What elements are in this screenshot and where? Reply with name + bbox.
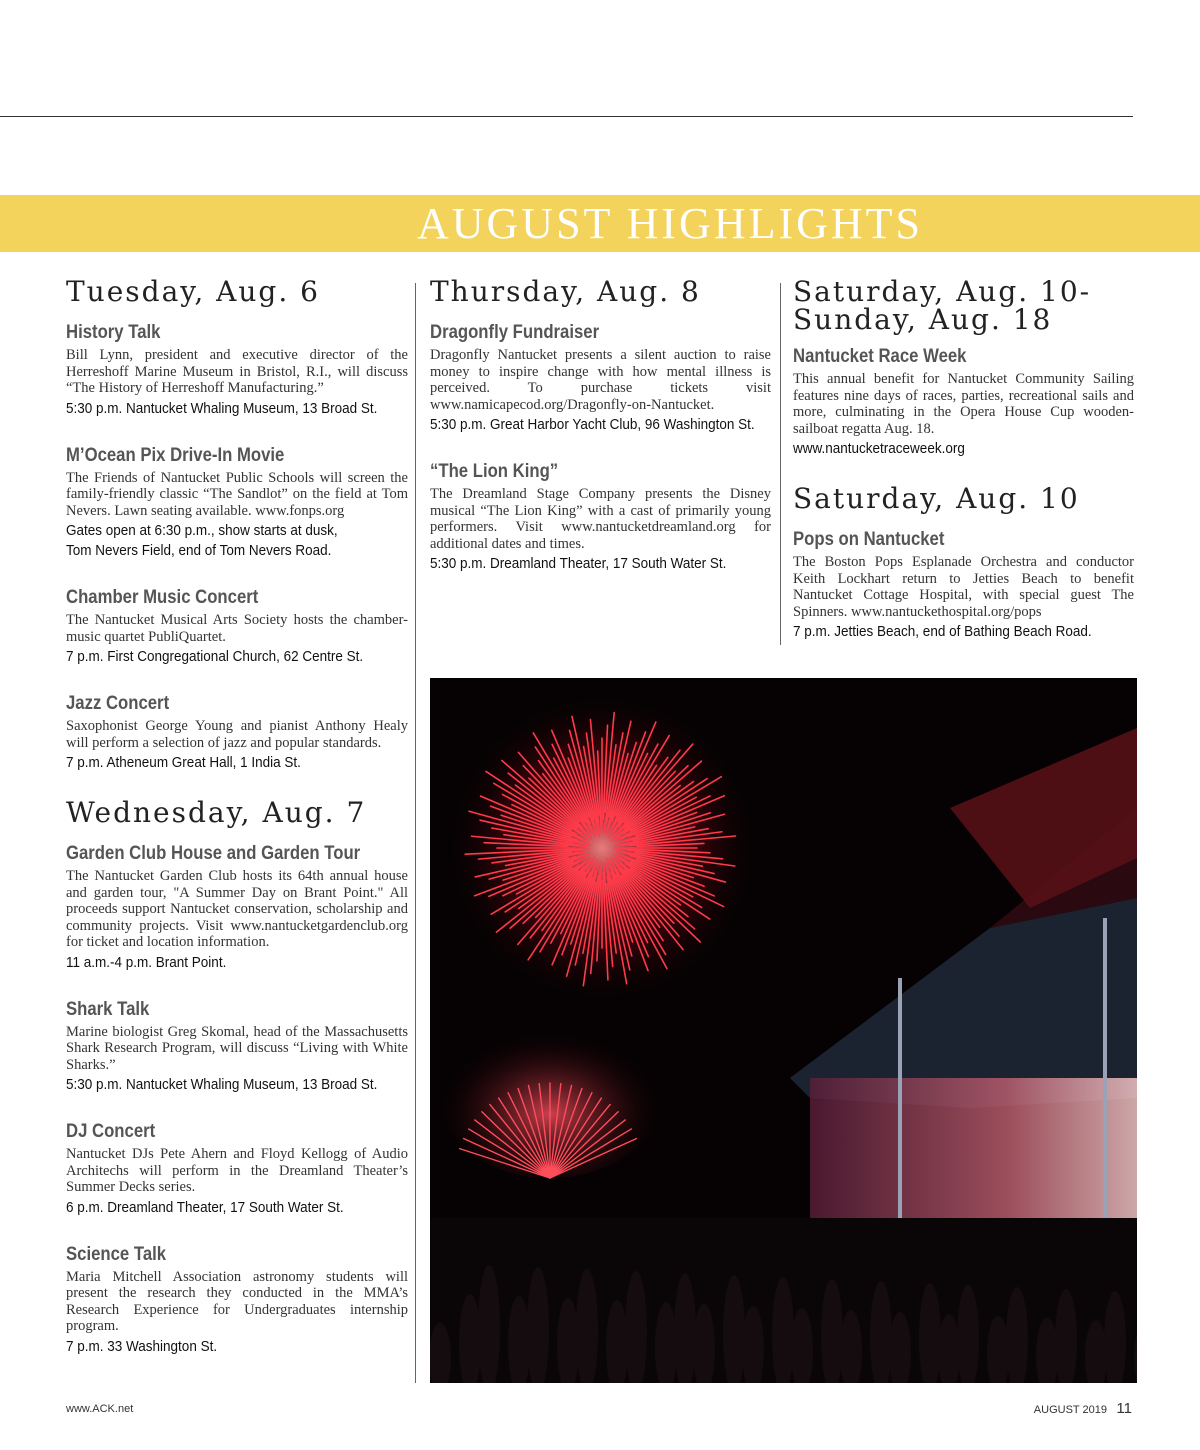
- event-time-location: Gates open at 6:30 p.m., show starts at dusk, Tom Nevers Field, end of Tom Nevers Road.: [66, 522, 338, 559]
- event-title: Shark Talk: [66, 998, 150, 1020]
- event-title: History Talk: [66, 322, 161, 343]
- column-1: [66, 276, 408, 1383]
- event-listing: [66, 322, 408, 419]
- event-title: “The Lion King”: [430, 461, 559, 482]
- day-heading: Saturday, Aug. 10- Sunday, Aug. 18: [793, 275, 1092, 336]
- day-heading: Thursday, Aug. 8: [430, 275, 701, 308]
- event-title: Nantucket Race Week: [793, 346, 967, 367]
- event-listing: [430, 461, 771, 574]
- event-listing: [793, 529, 1134, 642]
- footer-issue-date: AUGUST 2019: [1033, 1404, 1107, 1416]
- event-description: This annual benefit for Nantucket Community Sailing features nine days of races, parties, recreational sails and more, culminating in the Opera House Cup wooden-sailboat regatta Aug. 18.: [793, 371, 1134, 437]
- footer-issue: [1034, 1400, 1132, 1418]
- column-divider: [415, 283, 416, 1383]
- event-title: Chamber Music Concert: [66, 587, 259, 608]
- event-title: DJ Concert: [66, 1121, 156, 1142]
- event-description: The Friends of Nantucket Public Schools will screen the family-friendly classic “The Sandlot” on the field at Tom Nevers. Lawn seating available. www.fonps.org: [66, 469, 408, 519]
- fireworks-concert-photo: [430, 678, 1137, 1383]
- event-title: Jazz Concert: [66, 693, 170, 714]
- event-time-location: 7 p.m. Jetties Beach, end of Bathing Beach Road.: [793, 623, 1092, 640]
- section-title: AUGUST HIGHLIGHTS: [416, 199, 924, 248]
- column-3: [793, 276, 1134, 668]
- event-title: Pops on Nantucket: [793, 529, 945, 550]
- event-time-location: 11 a.m.-4 p.m. Brant Point.: [66, 953, 227, 971]
- event-time-location: 6 p.m. Dreamland Theater, 17 South Water St.: [66, 1198, 344, 1216]
- event-description: The Dreamland Stage Company presents the Disney musical “The Lion King” with a cast of primarily young performers. Visit www.nantucketdreamland.org for additional dates and times.: [430, 486, 771, 552]
- page-number: 11: [1116, 1400, 1132, 1417]
- event-time-location: 7 p.m. First Congregational Church, 62 Centre St.: [66, 648, 364, 665]
- event-time-location: 5:30 p.m. Nantucket Whaling Museum, 13 Broad St.: [66, 1076, 378, 1093]
- event-description: Bill Lynn, president and executive director of the Herreshoff Marine Museum in Bristol, R.I., will discuss “The History of Herreshoff Manufacturing.”: [66, 347, 408, 396]
- event-description: Dragonfly Nantucket presents a silent auction to raise money to inspire change with how mental illness is perceived. To purchase tickets visit www.namicapecod.org/Dragonfly-on-Nantucket.: [430, 347, 771, 413]
- day-heading: Saturday, Aug. 10: [793, 482, 1080, 515]
- event-listing: [66, 999, 408, 1096]
- event-title: Dragonfly Fundraiser: [430, 322, 600, 343]
- day-heading: Wednesday, Aug. 7: [66, 796, 367, 829]
- event-time-location: 5:30 p.m. Dreamland Theater, 17 South Water St.: [430, 555, 727, 572]
- column-2: [430, 276, 771, 600]
- event-time-location: www.nantucketraceweek.org: [793, 440, 965, 457]
- lit-stage: [810, 1078, 1137, 1228]
- event-time-location: 5:30 p.m. Great Harbor Yacht Club, 96 Washington St.: [430, 416, 755, 433]
- section-banner: [0, 195, 1200, 252]
- event-description: Marine biologist Greg Skomal, head of the Massachusetts Shark Research Program, will discuss “Living with White Sharks.”: [66, 1023, 408, 1073]
- event-title: Science Talk: [66, 1243, 167, 1265]
- event-listing: [66, 1244, 408, 1357]
- day-heading: Tuesday, Aug. 6: [66, 275, 320, 308]
- footer-website: www.ACK.net: [66, 1403, 134, 1415]
- event-listing: [66, 693, 408, 773]
- event-description: The Nantucket Musical Arts Society hosts the chamber-music quartet PubliQuartet.: [66, 612, 408, 645]
- column-divider: [780, 283, 781, 645]
- event-title: M’Ocean Pix Drive-In Movie: [66, 444, 285, 466]
- event-description: Maria Mitchell Association astronomy students will present the research they conducted in the MMA’s Research Experience for Undergraduates internship program.: [66, 1268, 408, 1334]
- event-time-location: 7 p.m. 33 Washington St.: [66, 1337, 218, 1355]
- top-rule: [0, 116, 1133, 117]
- event-listing: [66, 843, 408, 973]
- event-description: Saxophonist George Young and pianist Anthony Healy will perform a selection of jazz and popular standards.: [66, 718, 408, 751]
- event-title: Garden Club House and Garden Tour: [66, 843, 361, 864]
- event-listing: [793, 346, 1134, 459]
- event-listing: [66, 587, 408, 667]
- event-listing: [430, 322, 771, 435]
- fireworks-photo-illustration: [430, 678, 1137, 1383]
- event-time-location: 5:30 p.m. Nantucket Whaling Museum, 13 Broad St.: [66, 399, 378, 417]
- event-listing: [66, 445, 408, 562]
- event-description: The Nantucket Garden Club hosts its 64th annual house and garden tour, "A Summer Day on Brant Point." All proceeds support Nantucket conservation, scholarship and community projects. Visit www.nantucketgardenclub.org for ticket and location information.: [66, 868, 408, 950]
- event-listing: [66, 1121, 408, 1218]
- event-description: The Boston Pops Esplanade Orchestra and conductor Keith Lockhart return to Jetties Beach to benefit Nantucket Cottage Hospital, with special guest The Spinners. www.nantuckethospital.org/pops: [793, 554, 1134, 620]
- event-time-location: 7 p.m. Atheneum Great Hall, 1 India St.: [66, 754, 301, 771]
- event-description: Nantucket DJs Pete Ahern and Floyd Kellogg of Audio Architechs will perform in the Dreamland Theater’s Summer Decks series.: [66, 1146, 408, 1195]
